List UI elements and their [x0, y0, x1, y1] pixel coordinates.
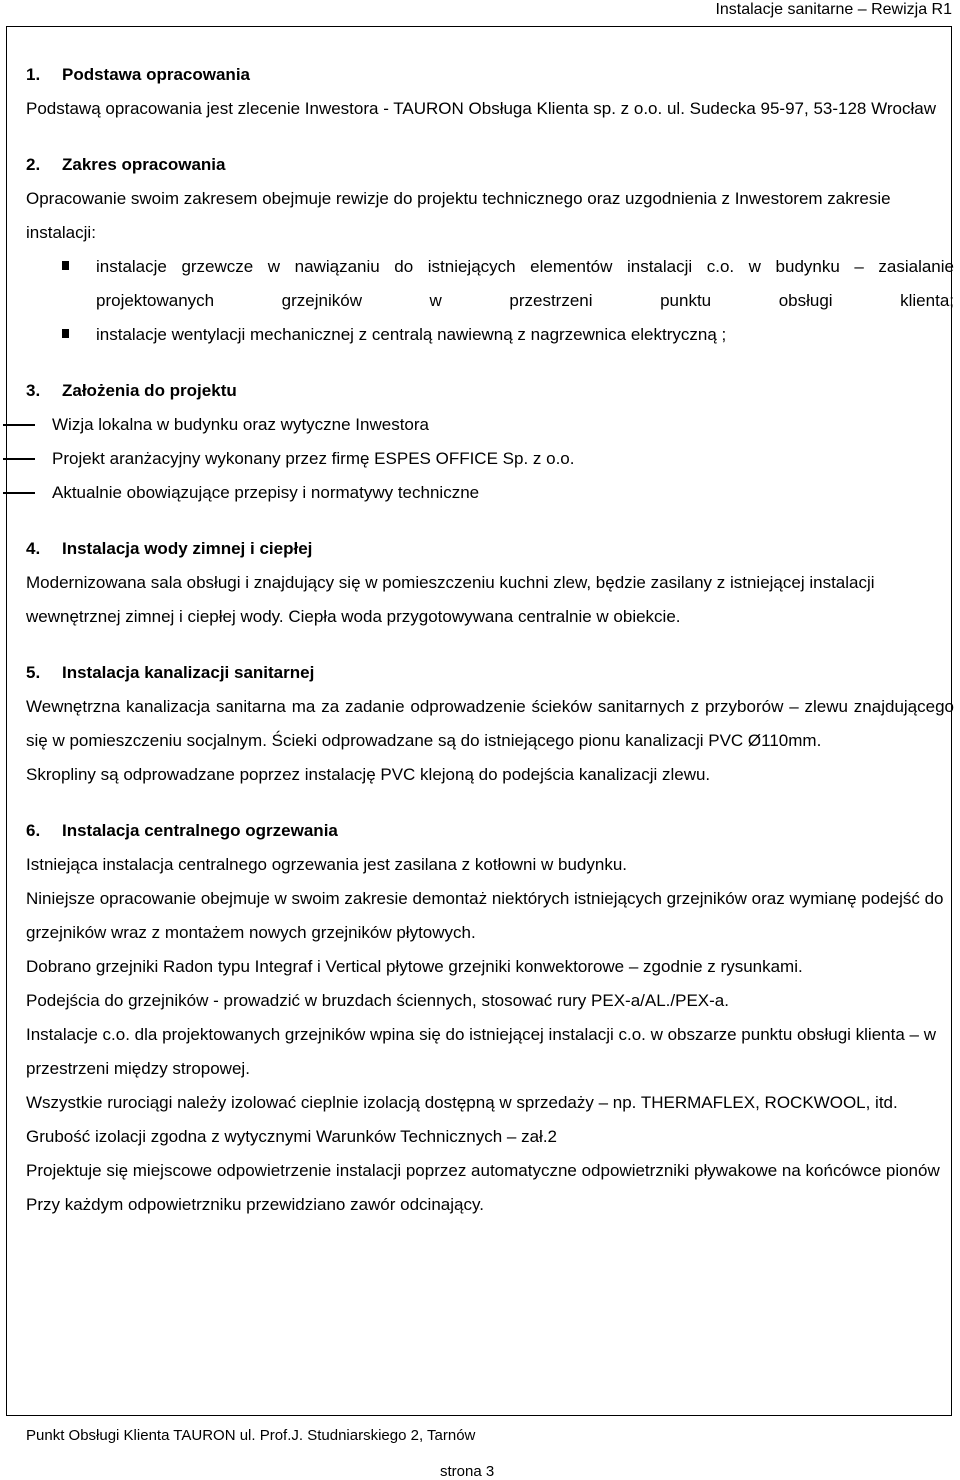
dash-bullet-icon: [3, 424, 35, 426]
list-item: [26, 476, 954, 510]
dash-bullet-icon: [3, 492, 35, 494]
running-header: Instalacje sanitarne – Rewizja R1: [715, 1, 952, 18]
list-item: [26, 408, 954, 442]
list-item-text: Projekt aranżacyjny wykonany przez firmę ESPES OFFICE Sp. z o.o.: [52, 449, 575, 468]
section-heading: [26, 656, 954, 690]
section-1: [26, 58, 954, 126]
list-item-text: Aktualnie obowiązujące przepisy i normatywy techniczne: [52, 483, 480, 502]
section-heading: [26, 374, 954, 408]
section-title: Instalacja centralnego ogrzewania: [62, 821, 338, 840]
section-number: 6.: [26, 821, 41, 840]
section-number: 2.: [26, 155, 41, 174]
paragraph: Instalacje c.o. dla projektowanych grzejników wpina się do istniejącej instalacji c.o. w obszarze punktu obsługi klienta – w przestrzeni między stropowej.: [26, 1025, 936, 1078]
section-title: Instalacja wody zimnej i ciepłej: [62, 539, 313, 558]
section-heading: [26, 148, 954, 182]
section-heading: [26, 814, 954, 848]
section-5: [26, 656, 954, 792]
paragraph: Wewnętrzna kanalizacja sanitarna ma za zadanie odprowadzenie ścieków sanitarnych z przyborów – zlewu znajdującego się w pomieszczeniu socjalnym. Ścieki odprowadzane są do istniejącego pionu kanalizacji PVC Ø110mm.: [26, 697, 954, 750]
document-body: [26, 58, 954, 1222]
assumptions-list: [26, 408, 954, 510]
section-number: 1.: [26, 65, 41, 84]
footer-address: Punkt Obsługi Klienta TAURON ul. Prof.J. Studniarskiego 2, Tarnów: [26, 1427, 476, 1444]
paragraph: Wszystkie rurociągi należy izolować cieplnie izolacją dostępną w sprzedaży – np. THERMAFLEX, ROCKWOOL, itd.: [26, 1093, 898, 1112]
paragraph: Przy każdym odpowietrzniku przewidziano zawór odcinający.: [26, 1195, 484, 1214]
section-title: Zakres opracowania: [62, 155, 226, 174]
paragraph: Dobrano grzejniki Radon typu Integraf i Vertical płytowe grzejniki konwektorowe – zgodnie z rysunkami.: [26, 957, 803, 976]
page-number: strona 3: [440, 1463, 495, 1480]
list-item: [26, 250, 954, 318]
list-item-text: instalacje wentylacji mechanicznej z centralą nawiewną z nagrzewnica elektryczną ;: [96, 325, 727, 344]
section-title: Podstawa opracowania: [62, 65, 250, 84]
section-heading: [26, 532, 954, 566]
section-number: 5.: [26, 663, 41, 682]
section-number: 4.: [26, 539, 41, 558]
paragraph: Podstawą opracowania jest zlecenie Inwestora - TAURON Obsługa Klienta sp. z o.o. ul. Sudecka 95-97, 53-128 Wrocław: [26, 99, 936, 118]
paragraph: Grubość izolacji zgodna z wytycznymi Warunków Technicznych – zał.2: [26, 1127, 557, 1146]
dash-bullet-icon: [3, 458, 35, 460]
section-title: Instalacja kanalizacji sanitarnej: [62, 663, 315, 682]
paragraph: Niniejsze opracowanie obejmuje w swoim zakresie demontaż niektórych istniejących grzejników oraz wymianę podejść do grzejników wraz z montażem nowych grzejników płytowych.: [26, 889, 944, 942]
section-number: 3.: [26, 381, 41, 400]
square-bullet-icon: [62, 261, 69, 270]
paragraph: Istniejąca instalacja centralnego ogrzewania jest zasilana z kotłowni w budynku.: [26, 855, 628, 874]
list-item-text: Wizja lokalna w budynku oraz wytyczne Inwestora: [52, 415, 429, 434]
section-3: [26, 374, 954, 510]
paragraph: Opracowanie swoim zakresem obejmuje rewizje do projektu technicznego oraz uzgodnienia z Inwestorem zakresie instalacji:: [26, 189, 891, 242]
list-item: [26, 442, 954, 476]
paragraph: Skropliny są odprowadzane poprzez instalację PVC klejoną do podejścia kanalizacji zlewu.: [26, 765, 711, 784]
paragraph: Projektuje się miejscowe odpowietrzenie instalacji poprzez automatyczne odpowietrzniki pływakowe na końcówce pionów: [26, 1161, 940, 1180]
scope-list: [26, 250, 954, 352]
section-4: [26, 532, 954, 634]
paragraph: Podejścia do grzejników - prowadzić w bruzdach ściennych, stosować rury PEX-a/AL./PEX-a.: [26, 991, 729, 1010]
section-title: Założenia do projektu: [62, 381, 237, 400]
paragraph: Modernizowana sala obsługi i znajdujący się w pomieszczeniu kuchni zlew, będzie zasilany z istniejącej instalacji wewnętrznej zimnej i ciepłej wody. Ciepła woda przygotowywana centralnie w obiekcie.: [26, 573, 875, 626]
square-bullet-icon: [62, 329, 69, 338]
section-6: [26, 814, 954, 1222]
list-item: [26, 318, 954, 352]
section-heading: [26, 58, 954, 92]
list-item-text: instalacje grzewcze w nawiązaniu do istniejących elementów instalacji c.o. w budynku – zasialanie projektowanych grzejników w przestrzeni punktu obsługi klienta;: [96, 257, 954, 310]
section-2: [26, 148, 954, 352]
